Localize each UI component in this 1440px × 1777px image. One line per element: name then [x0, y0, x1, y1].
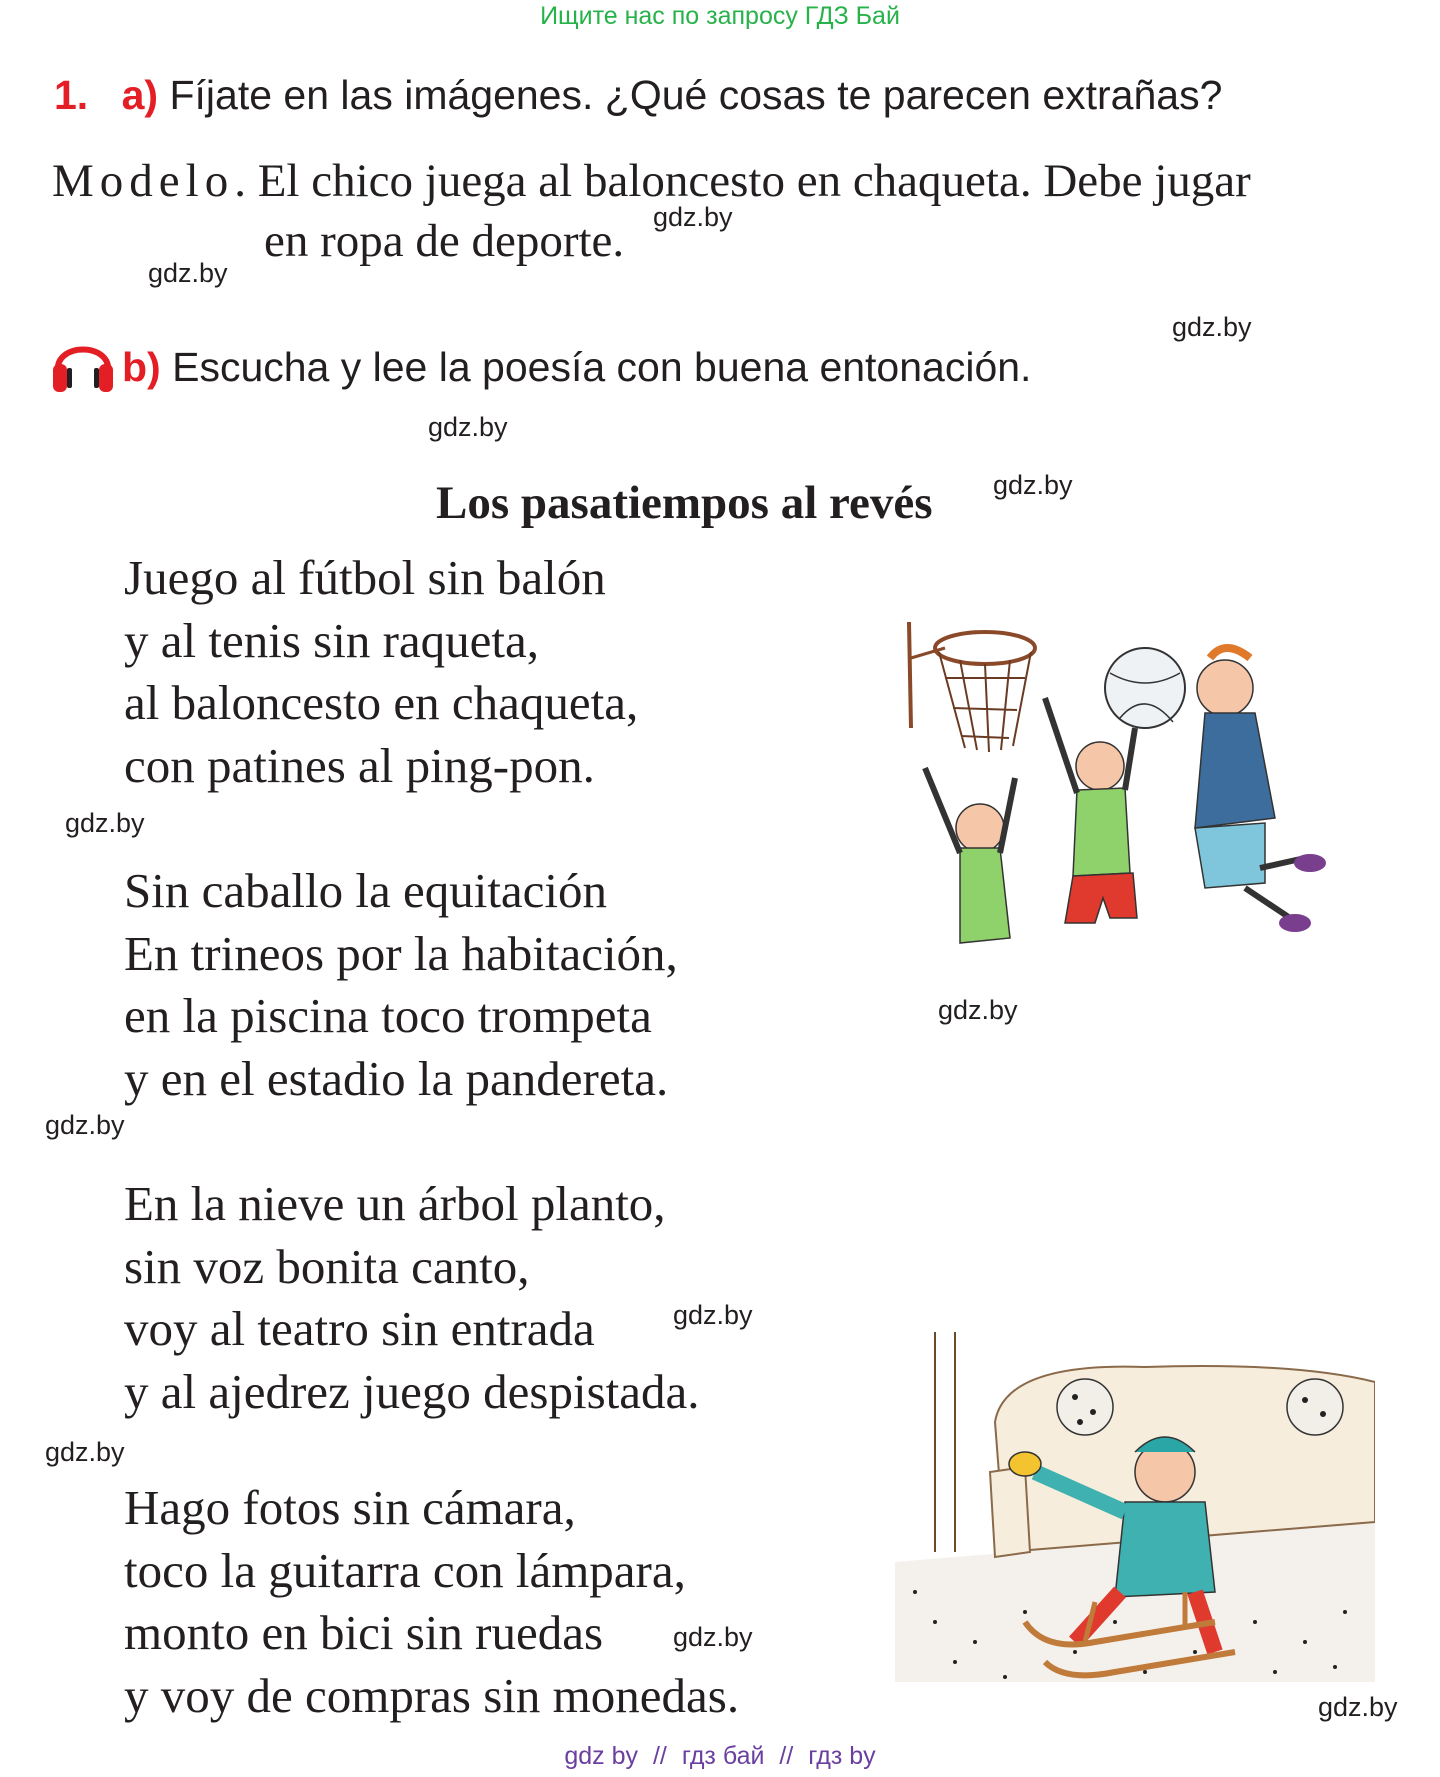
- watermark: gdz.by: [993, 470, 1073, 500]
- watermark: gdz.by: [45, 1437, 125, 1467]
- verse-line: y al ajedrez juego despistada.: [124, 1363, 700, 1419]
- watermark: gdz.by: [1172, 312, 1252, 342]
- modelo-word: Modelo: [52, 155, 235, 207]
- verse-line: monto en bici sin ruedas: [124, 1605, 604, 1660]
- verse-line: toco la guitarra con lámpara,: [124, 1542, 686, 1598]
- verse-line: y al tenis sin raqueta,: [124, 612, 540, 668]
- watermark: gdz.by: [148, 258, 228, 288]
- verse-line: sin voz bonita canto,: [124, 1238, 530, 1294]
- poem-title: Los pasatiempos al revés: [436, 477, 933, 529]
- sled-illustration: [895, 1322, 1375, 1692]
- footer-item: гдз by: [808, 1742, 876, 1770]
- exercise-number: 1.: [54, 72, 89, 118]
- verse-line: En la nieve un árbol planto,: [124, 1176, 666, 1231]
- top-banner: Ищите нас по запросу ГДЗ Бай: [540, 2, 900, 30]
- footer: [0, 1742, 1440, 1771]
- verse-line: Hago fotos sin cámara,: [124, 1480, 576, 1535]
- verse-line: Sin caballo la equitación: [124, 863, 608, 918]
- verse-line: al baloncesto en chaqueta,: [124, 675, 639, 730]
- verse-line: En trineos por la habitación,: [124, 925, 678, 981]
- watermark: gdz.by: [938, 995, 1018, 1025]
- exercise-b-line: [122, 344, 1031, 391]
- verse-line: y en el estadio la pandereta.: [124, 1050, 669, 1106]
- stanza-1: [124, 547, 638, 797]
- modelo-line-1: [52, 154, 1251, 208]
- headphones-icon: [50, 332, 116, 396]
- footer-separator: //: [779, 1742, 794, 1770]
- watermark: gdz.by: [45, 1110, 125, 1140]
- footer-item: гдз бай: [681, 1742, 765, 1770]
- footer-item: gdz by: [564, 1742, 639, 1770]
- verse-line: Juego al fútbol sin balón: [124, 550, 606, 605]
- stanza-4: [124, 1477, 739, 1727]
- verse-line: con patines al ping-pon.: [124, 737, 595, 793]
- task-a-text: Fíjate en las imágenes. ¿Qué cosas te parecen extrañas?: [169, 72, 1223, 118]
- modelo-line-2: en ropa de deporte.: [264, 215, 625, 267]
- task-b-label: b): [122, 344, 161, 390]
- task-a-label: a): [121, 72, 159, 118]
- watermark: gdz.by: [428, 412, 508, 442]
- watermark: gdz.by: [653, 202, 733, 232]
- watermark: gdz.by: [673, 1300, 753, 1330]
- stanza-3: [124, 1173, 700, 1423]
- task-b-text: Escucha y lee la poesía con buena entonación.: [172, 344, 1032, 390]
- verse-line: en la piscina toco trompeta: [124, 988, 652, 1043]
- stanza-2: [124, 860, 678, 1110]
- basketball-illustration: [905, 618, 1365, 978]
- exercise-a-line: [54, 72, 1222, 119]
- footer-separator: //: [652, 1742, 667, 1770]
- verse-line: voy al teatro sin entrada: [124, 1301, 595, 1356]
- watermark: gdz.by: [1318, 1692, 1398, 1722]
- modelo-text-1: . El chico juega al baloncesto en chaqueta. Debe jugar: [234, 155, 1251, 207]
- watermark: gdz.by: [673, 1622, 753, 1652]
- watermark: gdz.by: [65, 808, 145, 838]
- verse-line: y voy de compras sin monedas.: [124, 1667, 740, 1723]
